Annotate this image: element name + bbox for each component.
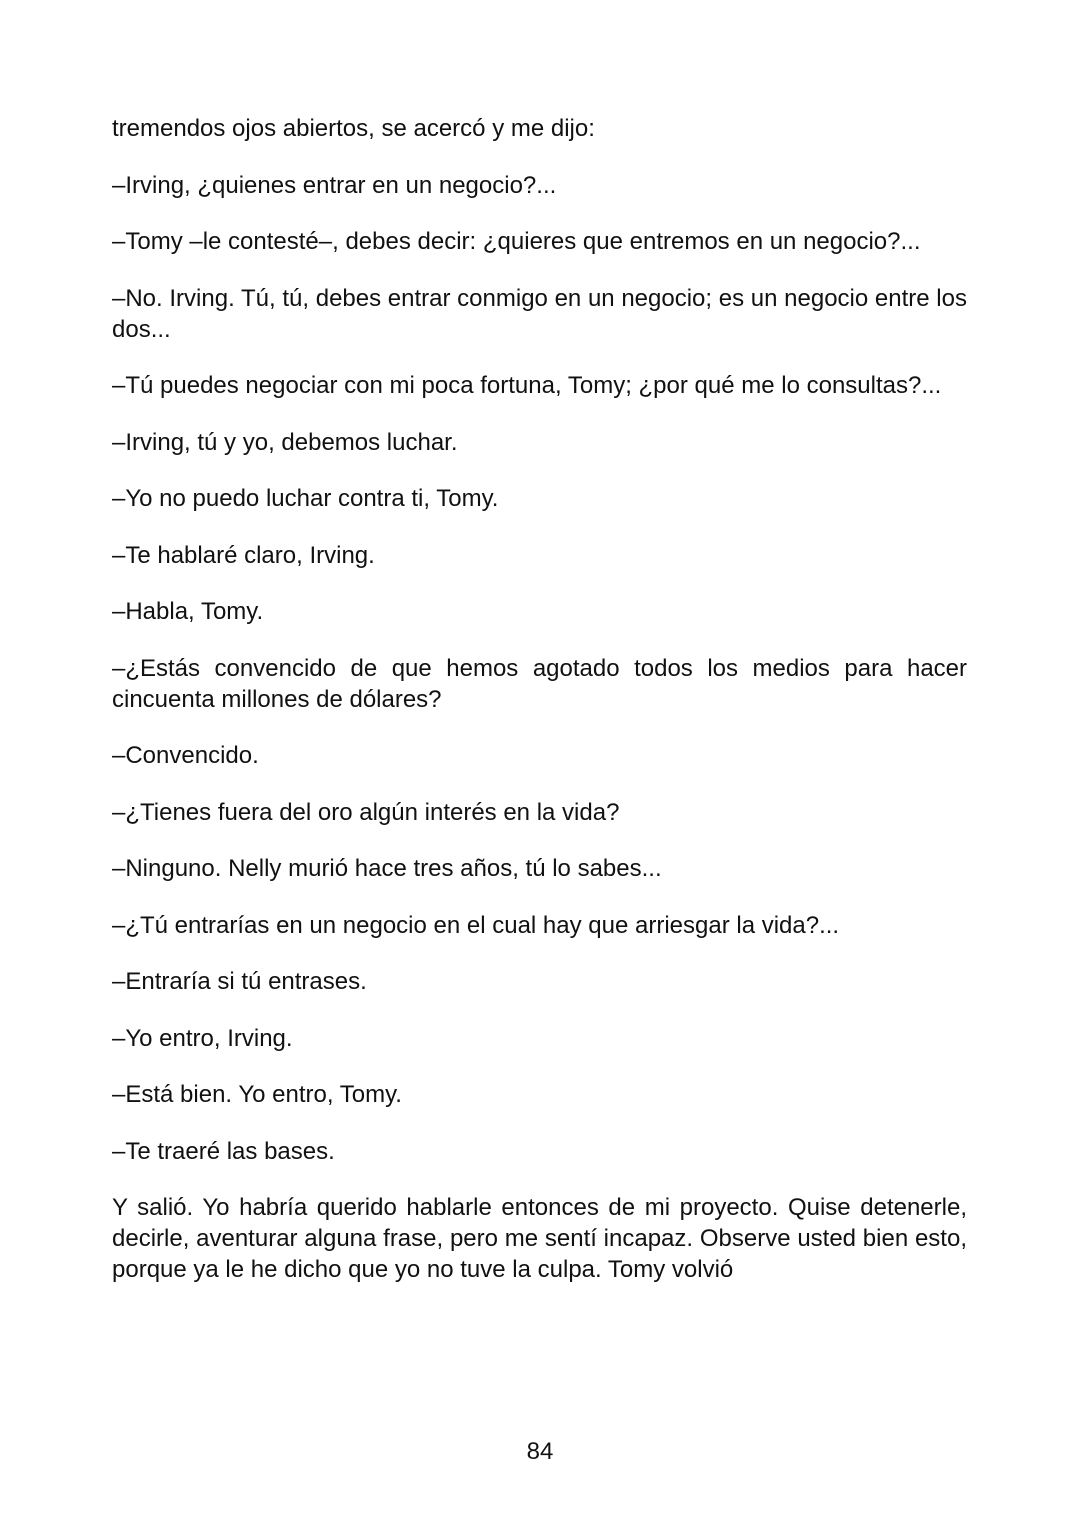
paragraph: –¿Tienes fuera del oro algún interés en la vida?	[112, 798, 620, 826]
paragraph: –¿Tú entrarías en un negocio en el cual hay que arriesgar la vida?...	[112, 911, 840, 939]
page-number: 84	[526, 1438, 554, 1465]
paragraph: –Habla, Tomy.	[112, 598, 264, 625]
page-body	[112, 113, 967, 1311]
paragraph: –¿Estás convencido de que hemos agotado todos los medios para hacer cincuenta millones de dólares?	[112, 654, 967, 713]
paragraph: –Tú puedes negociar con mi poca fortuna, Tomy; ¿por qué me lo consultas?...	[112, 372, 942, 399]
paragraph: –Yo no puedo luchar contra ti, Tomy.	[112, 485, 499, 512]
paragraph: –Ninguno. Nelly murió hace tres años, tú lo sabes...	[112, 855, 662, 882]
paragraph: –Entraría si tú entrases.	[112, 968, 367, 995]
paragraph: –Te traeré las bases.	[112, 1137, 335, 1165]
paragraph: tremendos ojos abiertos, se acercó y me dijo:	[112, 115, 595, 142]
paragraph: –Irving, ¿quienes entrar en un negocio?...	[112, 171, 557, 199]
paragraph: –Yo entro, Irving.	[112, 1024, 293, 1052]
paragraph: –Convencido.	[112, 742, 259, 769]
paragraph: –No. Irving. Tú, tú, debes entrar conmigo en un negocio; es un negocio entre los dos...	[112, 284, 967, 343]
paragraph: –Tomy –le contesté–, debes decir: ¿quieres que entremos en un negocio?...	[112, 228, 921, 255]
paragraph: –Irving, tú y yo, debemos luchar.	[112, 428, 458, 456]
paragraph: Y salió. Yo habría querido hablarle entonces de mi proyecto. Quise detenerle, decirle, aventurar alguna frase, pero me sentí incapaz. Observe usted bien esto, porque ya le he dicho que yo no tuve la culpa. Tomy volvió	[112, 1194, 967, 1283]
paragraph: –Está bien. Yo entro, Tomy.	[112, 1081, 402, 1108]
paragraph: –Te hablaré claro, Irving.	[112, 541, 375, 569]
